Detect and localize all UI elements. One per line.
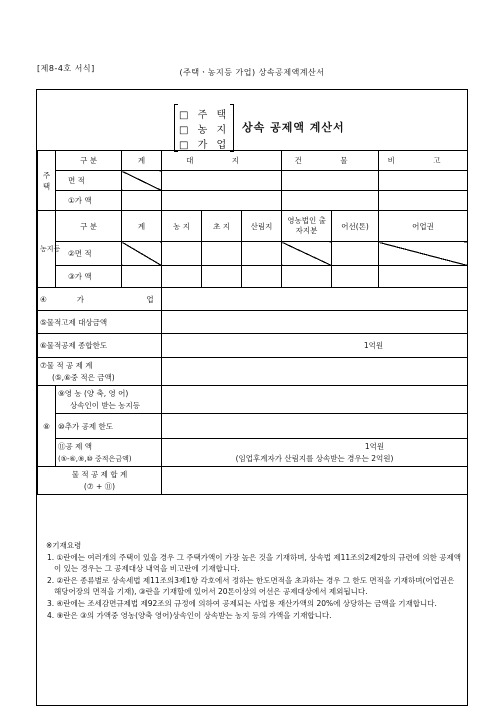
business-label: ④가 업 [38,288,162,311]
farmland-area-forest[interactable] [242,242,282,266]
housing-value-label: ①가 액 [56,191,122,211]
housing-col-total: 계 [122,151,162,171]
housing-value-remarks[interactable] [379,191,468,211]
farm-inherit-title: ⑨영 농 (양 축, 영 어) [58,388,129,398]
note-item: 2. ②란은 종류별로 상속세법 제11조의3제1항 각호에서 정하는 한도면적을 초과하는 경우 그 한도 면적을 기재하며(어업권은 해당어장의 면적을 기재), ③란을 기재할에 있어서 20톤이상의 어선은 공제대상에서 제외됩니다. [47,575,455,597]
housing-area-label: 면 적 [56,171,122,191]
farmland-value-farm[interactable] [162,266,202,288]
housing-col-remarks: 비 고 [379,151,468,171]
housing-area-land[interactable] [162,171,282,191]
deduction-row [38,439,468,467]
housing-area-building[interactable] [282,171,379,191]
farmland-area-corp-share [282,242,332,266]
deduction-label [56,439,162,467]
farmland-area-farm[interactable] [162,242,202,266]
title-options [174,104,234,152]
farmland-value-row [38,266,468,288]
farmland-value-total[interactable] [122,266,162,288]
farmland-col-total: 계 [122,211,162,242]
farmland-area-label: ②면 적 [56,242,122,266]
housing-col-building: 건 물 [282,151,379,171]
bracket-left [174,104,178,152]
farm-inherit-row [38,386,468,414]
deduction-table [37,150,468,495]
deduction-value-main: 1억원 [364,441,385,451]
farmland-col-farm: 농 지 [162,211,202,242]
option-farmland[interactable]: □ 농 지 [179,125,230,136]
fixed-deduction-title: ⑦물 적 공 제 계 [40,360,93,370]
farmland-area-boat[interactable] [332,242,379,266]
extra-limit-value[interactable] [162,414,468,439]
fixed-limit-value: 1억원 [162,334,468,358]
housing-value-row [38,191,468,211]
farmland-value-fishery[interactable] [379,266,468,288]
extra-limit-label: ⑩추가 공제 한도 [56,414,162,439]
farm-inherit-label [56,386,162,414]
fixed-base-label: ⑤물적고제 대상금액 [38,311,162,334]
form-number: [제8-4호 서식] [37,64,95,73]
farmland-area-fishery [379,242,468,266]
farmland-col-forest: 산림지 [242,211,282,242]
farmland-area-grass[interactable] [202,242,242,266]
farmland-col-corp-share: 영농법인 출자지분 [282,211,332,242]
deduction-subtitle: (⑤-⑥,⑨,⑩ 중적은금액) [58,454,132,463]
total-title: 물 적 공 제 합 계 [71,469,128,479]
deduction-value-note: (임업후계자가 산림지를 상속받는 경우는 2억원) [235,453,394,463]
fixed-deduction-row [38,358,468,386]
deduction-value [162,439,468,467]
farmland-col-boat: 어선(톤) [332,211,379,242]
fixed-base-value[interactable] [162,311,468,334]
fixed-limit-row [38,334,468,358]
form-frame [36,89,468,706]
farm-inherit-subtitle: 상속인이 받는 농지등 [70,400,140,410]
housing-label: 주택 [38,151,56,211]
housing-area-row [38,171,468,191]
fixed-limit-label: ⑥물적공제 종합한도 [38,334,162,358]
housing-col-land: 대 지 [162,151,282,171]
total-row [38,467,468,495]
housing-value-total[interactable] [122,191,162,211]
total-subtitle: (⑦ + ⑪) [83,481,116,491]
housing-area-remarks[interactable] [379,171,468,191]
farmland-value-grass[interactable] [202,266,242,288]
farmland-header-row [38,211,468,242]
farmland-col-grass: 초 지 [202,211,242,242]
option-housing[interactable]: □ 주 택 [179,110,230,121]
farmland-value-label: ③가 액 [56,266,122,288]
notes-heading: ※기재요령 [46,541,82,550]
fixed-base-row [38,311,468,334]
farmland-col-type: 구 분 [56,211,122,242]
farmland-area-total [122,242,162,266]
housing-header-row [38,151,468,171]
housing-value-land[interactable] [162,191,282,211]
fixed-deduction-value[interactable] [162,358,468,386]
housing-area-total [122,171,162,191]
business-row [38,288,468,311]
group-label: ⑧ [38,386,56,467]
farmland-label: 농지등 [38,211,56,288]
note-item: 3. ④란에는 조세감면규제법 제92조의 규정에 의하여 공제되는 사업용 재산가액의 20%에 상당하는 금액을 기재합니다. [47,598,437,608]
farmland-col-fishery: 어업권 [379,211,468,242]
bracket-right [230,104,234,152]
farmland-value-boat[interactable] [332,266,379,288]
note-item: 1. ①란에는 여러개의 주택이 있을 경우 그 주택가액이 가장 높은 것을 기재하며, 상속법 제11조의2제2항의 규련에 의한 공제액이 있는 경우는 그 공제대상 내역을 비고란에 기재합니다. [47,552,462,574]
total-value[interactable] [162,467,468,495]
notes-section [37,540,469,621]
business-value[interactable] [162,288,468,311]
option-business[interactable]: □ 가 업 [179,140,230,151]
form-heading: (주택ㆍ농지등 가업) 상속공제액계산서 [179,68,325,77]
housing-value-building[interactable] [282,191,379,211]
fixed-deduction-label [38,358,162,386]
note-item: 4. ⑨란은 ③의 가액중 영농(양축 영어)상속인이 상속받는 농지 등의 가액을 기재합니다. [47,610,332,620]
housing-col-type: 구 분 [56,151,122,171]
total-label [38,467,162,495]
farmland-value-forest[interactable] [242,266,282,288]
farm-inherit-value[interactable] [162,386,468,414]
farmland-area-row [38,242,468,266]
fixed-deduction-subtitle: (⑤,⑥중 적은 금액) [52,372,115,382]
farmland-value-corp-share[interactable] [282,266,332,288]
deduction-title: ⑪공 제 액 [58,441,93,451]
form-title: 상속 공제액 계산서 [242,121,345,134]
extra-limit-row [38,414,468,439]
